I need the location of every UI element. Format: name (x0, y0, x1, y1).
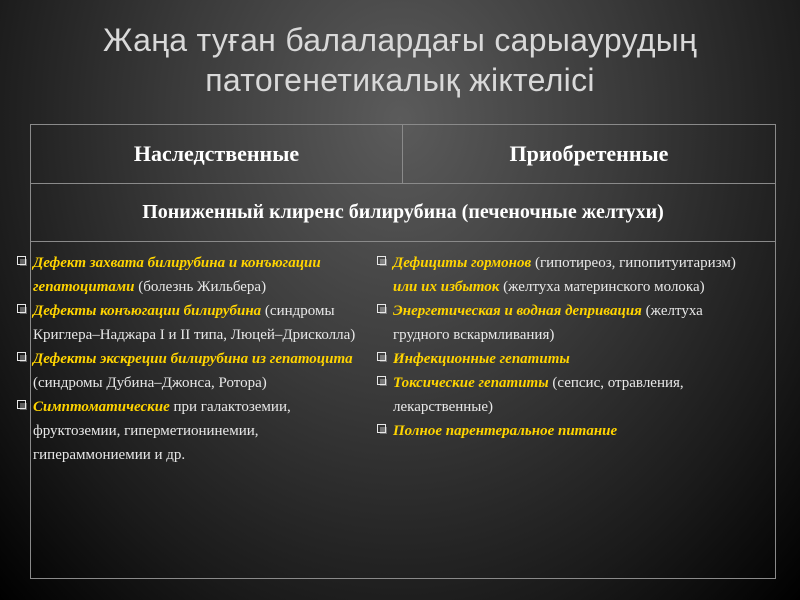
list-item (17, 395, 363, 467)
item-text: (болезнь Жильбера) (134, 279, 267, 295)
item-highlight: Дефекты конъюгации билирубина (33, 303, 262, 319)
slide-title-line-2: патогенетикалық жіктелісі (205, 62, 595, 98)
item-highlight: Инфекционные гепатиты (393, 351, 570, 367)
list-item (377, 299, 747, 347)
checkbox-bullet-icon (377, 376, 386, 385)
slide-title (0, 20, 800, 100)
item-highlight: Энергетическая и водная депривация (393, 303, 642, 319)
list-item (17, 251, 363, 299)
classification-table (30, 124, 776, 579)
item-text: (желтуха материнского молока) (499, 279, 705, 295)
slide-title-line-1: Жаңа туған балалардағы сарыаурудың (102, 22, 698, 58)
item-text: (синдромы Дубина–Джонса, Ротора) (33, 375, 267, 391)
item-text: при галактоземии, фруктоземии, гиперметионинемии, гипераммониемии и др. (33, 399, 291, 463)
checkbox-bullet-icon (377, 256, 386, 265)
item-highlight: Дефект захвата билирубина и конъюгации гепатоцитами (33, 255, 321, 295)
checkbox-bullet-icon (17, 256, 26, 265)
item-highlight: Токсические гепатиты (393, 375, 549, 391)
checkbox-bullet-icon (17, 304, 26, 313)
list-item (377, 371, 747, 419)
list-item (377, 347, 747, 371)
checkbox-bullet-icon (377, 352, 386, 361)
checkbox-bullet-icon (377, 304, 386, 313)
item-text: (гипотиреоз, гипопитуитаризм) (531, 255, 736, 271)
item-highlight: Дефициты гормонов (393, 255, 532, 271)
table-header-row (31, 125, 775, 184)
list-item (17, 299, 363, 347)
checkbox-bullet-icon (17, 352, 26, 361)
header-acquired: Приобретенные (509, 141, 669, 166)
subheader-reduced-clearance: Пониженный клиренс билирубина (печеночные желтухи) (31, 183, 775, 242)
list-item (377, 251, 747, 299)
list-item (377, 419, 747, 443)
item-text: (желтуха грудного вскармливания) (393, 303, 703, 343)
item-text: (сепсис, отравления, лекарственные) (393, 375, 684, 415)
item-text: (синдромы Криглера–Наджара I и II типа, Люцей–Дрисколла) (33, 303, 356, 343)
acquired-column (377, 251, 747, 443)
item-highlight: Симптоматические (33, 399, 170, 415)
hereditary-column (17, 251, 363, 467)
checkbox-bullet-icon (17, 400, 26, 409)
item-highlight: Полное парентеральное питание (393, 423, 618, 439)
item-highlight: Дефекты экскреции билирубина из гепатоцита (33, 351, 353, 367)
list-item (17, 347, 363, 395)
item-highlight: или их избыток (393, 279, 500, 295)
header-hereditary: Наследственные (31, 125, 403, 183)
checkbox-bullet-icon (377, 424, 386, 433)
